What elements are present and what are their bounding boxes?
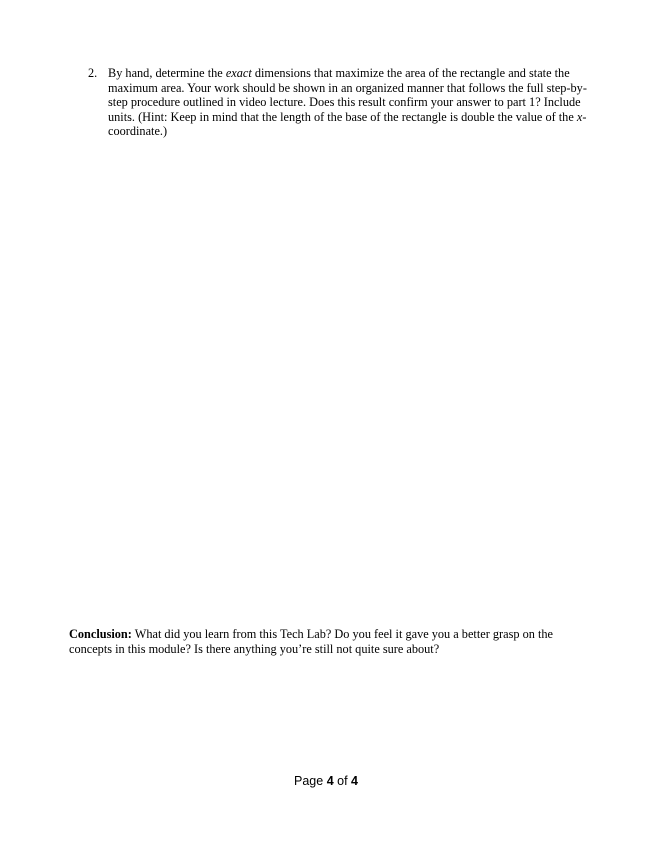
conclusion-paragraph xyxy=(69,627,589,656)
total-pages-number: 4 xyxy=(351,774,358,788)
footer-page-word: Page xyxy=(294,774,327,788)
current-page-number: 4 xyxy=(326,774,334,788)
question-text-part: dimensions that maximize the area of the rectangle and state the maximum area. Your work should be shown in an organized manner that follows the full step-by-step procedure outlined in video lecture. Does this result confirm your answer to part 1? Include units. (Hint: Keep in mind that the length of the base of the rectangle is double the value of the xyxy=(108,66,587,124)
conclusion-label: Conclusion: xyxy=(69,627,132,641)
question-2 xyxy=(88,66,588,139)
footer-of-word: of xyxy=(333,774,352,788)
question-text-part: By hand, determine the xyxy=(108,66,226,80)
question-text xyxy=(108,66,588,139)
emphasis-x: x xyxy=(576,109,583,124)
page-footer xyxy=(0,774,652,788)
conclusion-text: What did you learn from this Tech Lab? Do you feel it gave you a better grasp on the concepts in this module? Is there anything you’re still not quite sure about? xyxy=(69,627,553,656)
question-text-part: -coordinate.) xyxy=(108,109,587,139)
emphasis-exact: exact xyxy=(225,66,252,80)
question-number: 2. xyxy=(88,66,98,80)
